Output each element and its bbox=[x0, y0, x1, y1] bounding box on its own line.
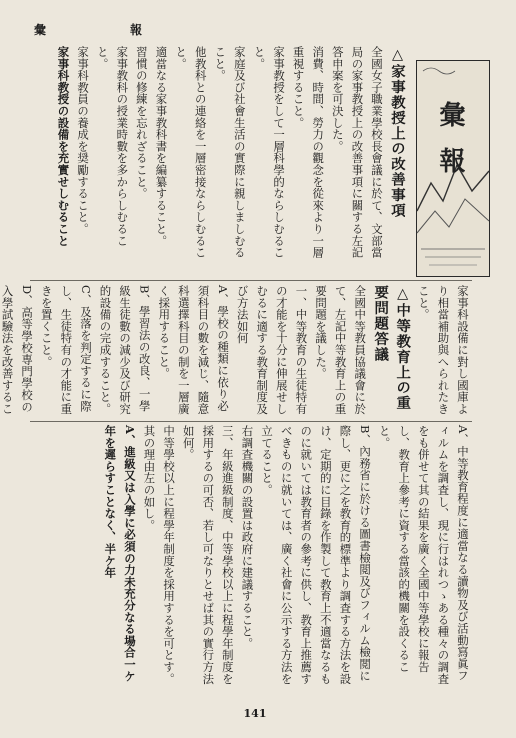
paragraph: 全國中等教員協議會に於て、左記中等教育上の重要問題を議した。 bbox=[314, 285, 368, 415]
paragraph: 他教科との連絡を一層密接ならしむること。 bbox=[174, 46, 208, 259]
paragraph: A、中等教育程度に適當なる讀物及び活動寫眞フィルムを調査し、現に行はれつゝある種々の調査をも併せて其の結果を廣く全國中等學校に報告し、教育上參考に資する當該的機關を設くること。 bbox=[377, 425, 470, 685]
paragraph: 中等學校以上に程學年制度を採用するを可とす。其の理由左の如し。 bbox=[142, 425, 177, 685]
paragraph: 適當なる家事教科書を編纂すること。 bbox=[154, 46, 169, 247]
paragraph: 家事教授をして一層科學的ならしむること。 bbox=[252, 46, 287, 259]
page-number: 141 bbox=[243, 707, 267, 720]
section-heading: △家事教授上の改善事項 bbox=[389, 46, 406, 218]
section-divider bbox=[30, 280, 472, 281]
running-header-right: 報 bbox=[129, 23, 144, 37]
paragraph: 習慣の修練を忘れざること。 bbox=[134, 46, 149, 200]
bottom-section bbox=[30, 425, 472, 687]
paragraph: 右調査機關の設置は政府に建議すること。 bbox=[240, 425, 255, 650]
kaiho-title: 彙報 bbox=[435, 101, 465, 193]
paragraph: A、學校の種類に依り必須科目の數を減じ、隨意科選擇科目の制を一層廣く採用すること。 bbox=[157, 285, 231, 415]
kaiho-logo-box bbox=[416, 60, 490, 277]
section-heading: △中等教育上の重要問題答議 bbox=[372, 285, 412, 411]
paragraph: C、及落を判定するに際し、生徒特有の才能に重きを置くこと。 bbox=[39, 285, 93, 415]
top-section bbox=[32, 46, 408, 270]
paragraph: 家事科教授の設備を充實せしむること bbox=[56, 46, 71, 247]
middle-section bbox=[0, 285, 472, 415]
paragraph: A、進級又は入學に必須の力未充分なる場合一ケ年を遲らすことなく、半ケ年 bbox=[103, 425, 137, 683]
paragraph: 消費、時間、勞力の觀念を從來より一層重視すること。 bbox=[291, 46, 326, 259]
paragraph: 家庭及び社會生活の實際に親しましむること。 bbox=[213, 46, 247, 259]
running-header-left: 彙 bbox=[34, 23, 49, 37]
paragraph: D、高等學校専門學校の入學試驗法を改善するこ bbox=[0, 285, 35, 415]
paragraph: B、學習法の改良、一學級生徒數の減少及び研究的設備の完成すること。 bbox=[98, 285, 152, 415]
section-divider bbox=[30, 421, 472, 422]
paragraph: 全國女子職業學校長會議に於て、文部當局の家事教授上の改善事項に關する左記答申案を可決した。 bbox=[330, 46, 384, 259]
paragraph: 一、中等教育の生徒特有の才能を十分に伸展せしむるに適する教育制度及び方法如何 bbox=[235, 285, 309, 415]
paragraph: 家事科教員の養成を奨勵すること。 bbox=[76, 46, 91, 235]
paragraph: 三、年級進級制度、中等學校以上に程學年制度を採用するの可否、若し可なりとせば其の實行方法如何。 bbox=[181, 425, 235, 685]
paragraph: 家事教科の授業時數を多からしむること。 bbox=[95, 46, 130, 247]
paragraph: B、內務省に於ける圖書檢閲及びフィルム檢閲に際し、更に之を教育的標準より調査する方法を設け、定期的に目錄を作製して教育上不適當なるものに就いては教育者の參考に供し、教育上推薦すべきものに就いては、廣く社會に公示する方法を立てること。 bbox=[260, 425, 373, 685]
paragraph: 家事科設備に對し國庫より相當補助與へられたきこと。 bbox=[416, 285, 470, 415]
running-header bbox=[34, 21, 144, 37]
